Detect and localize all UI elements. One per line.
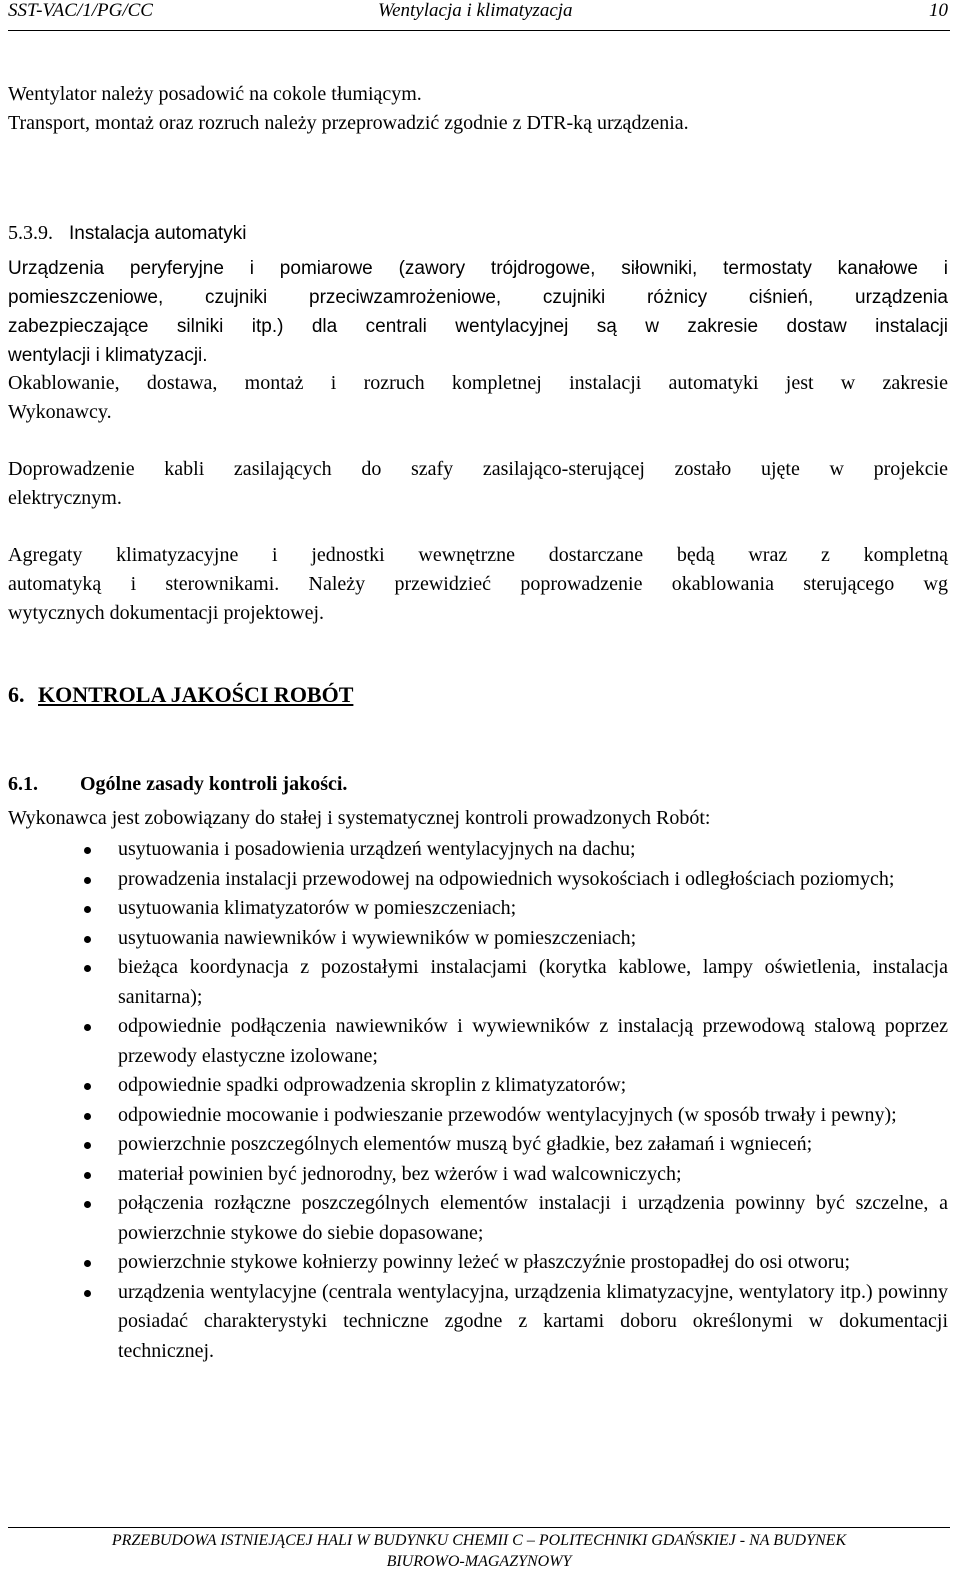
footer-line-2: BIUROWO-MAGAZYNOWY — [386, 1553, 572, 1570]
automation-p4-line1: Agregaty klimatyzacyjne i jednostki wewnętrzne dostarczane będą wraz z kompletną — [8, 544, 948, 566]
list-item: materiał powinien być jednorodny, bez wżerów i wad walcowniczych; — [8, 1160, 948, 1190]
automation-p3-line1: Doprowadzenie kabli zasilających do szafy zasilająco-sterującej zostało ujęte w projekcie — [8, 458, 948, 480]
automation-p3-line2: elektrycznym. — [8, 487, 122, 509]
list-item: prowadzenia instalacji przewodowej na odpowiednich wysokościach i odległościach poziomych; — [8, 865, 948, 895]
bullet-icon — [84, 1172, 91, 1179]
automation-p1-line4: wentylacji i klimatyzacji. — [8, 345, 208, 366]
automation-p1-line3: zabezpieczające silniki itp.) dla centrali wentylacyjnej są w zakresie dostaw instalacji — [8, 316, 948, 337]
page-footer — [8, 1527, 950, 1572]
header-section: Wentylacja i klimatyzacja — [378, 0, 573, 21]
bullet-icon — [84, 1290, 91, 1297]
automation-heading-num: 5.3.9. — [8, 222, 53, 244]
list-item: odpowiednie mocowanie i podwieszanie przewodów wentylacyjnych (w sposób trwały i pewny); — [8, 1101, 948, 1131]
automation-p1-line1: Urządzenia peryferyjne i pomiarowe (zawory trójdrogowe, siłowniki, termostaty kanałowe i — [8, 258, 948, 279]
automation-p4-line3: wytycznych dokumentacji projektowej. — [8, 602, 325, 624]
list-item: usytuowania i posadowienia urządzeń wentylacyjnych na dachu; — [8, 835, 948, 865]
header-page-number: 10 — [929, 0, 948, 21]
bullet-icon — [84, 847, 91, 854]
list-item: bieżąca koordynacja z pozostałymi instalacjami (korytka kablowe, lampy oświetlenia, instalacja sanitarna); — [8, 953, 948, 1012]
list-item: połączenia rozłączne poszczególnych elementów instalacji i urządzenia powinny być szczelne, a powierzchnie stykowe do siebie dopasowane; — [8, 1189, 948, 1248]
bullet-icon — [84, 965, 91, 972]
bullet-icon — [84, 1024, 91, 1031]
page-header — [8, 0, 950, 31]
automation-p2-line1: Okablowanie, dostawa, montaż i rozruch kompletnej instalacji automatyki jest w zakresie — [8, 372, 948, 394]
section-6-1-num: 6.1. — [8, 773, 38, 795]
bullet-icon — [84, 936, 91, 943]
bullet-icon — [84, 1201, 91, 1208]
automation-p1-line2: pomieszczeniowe, czujniki przeciwzamrożeniowe, czujniki różnicy ciśnień, urządzenia — [8, 287, 948, 308]
list-item: usytuowania nawiewników i wywiewników w pomieszczeniach; — [8, 924, 948, 954]
bullet-icon — [84, 1260, 91, 1267]
section-6-title: KONTROLA JAKOŚCI ROBÓT — [38, 682, 354, 707]
bullet-icon — [84, 1113, 91, 1120]
list-item: usytuowania klimatyzatorów w pomieszczeniach; — [8, 894, 948, 924]
bullet-icon — [84, 877, 91, 884]
section-6-1-heading — [8, 770, 948, 799]
section-6-1-title: Ogólne zasady kontroli jakości. — [80, 773, 348, 795]
automation-heading-title: Instalacja automatyki — [69, 223, 247, 244]
list-item: urządzenia wentylacyjne (centrala wentylacyjna, urządzenia klimatyzacyjne, wentylatory itp.) powinny posiadać charakterystyki techniczne zgodne z kartami doboru określonymi w dokumentacji technicznej. — [8, 1278, 948, 1367]
section-6-num: 6. — [8, 682, 25, 707]
list-item: odpowiednie spadki odprowadzenia skroplin z klimatyzatorów; — [8, 1071, 948, 1101]
bullet-icon — [84, 1083, 91, 1090]
header-doc-code: SST-VAC/1/PG/CC — [8, 0, 153, 21]
bullet-icon — [84, 1142, 91, 1149]
automation-p4-line2: automatyką i sterownikami. Należy przewidzieć poprowadzenie okablowania sterującego wg — [8, 573, 948, 595]
section-6-heading — [8, 680, 948, 709]
intro-line-2: Transport, montaż oraz rozruch należy przeprowadzić zgodnie z DTR-ką urządzenia. — [8, 112, 689, 134]
list-item: powierzchnie stykowe kołnierzy powinny leżeć w płaszczyźnie prostopadłej do osi otworu; — [8, 1248, 948, 1278]
automation-p2-line2: Wykonawcy. — [8, 401, 112, 423]
intro-line-1: Wentylator należy posadowić na cokole tłumiącym. — [8, 83, 422, 105]
footer-line-1: PRZEBUDOWA ISTNIEJĄCEJ HALI W BUDYNKU CHEMII C – POLITECHNIKI GDAŃSKIEJ - NA BUDYNEK — [111, 1532, 847, 1549]
quality-control-list — [8, 835, 948, 1366]
list-item: odpowiednie podłączenia nawiewników i wywiewników z instalacją przewodową stalową poprzez przewody elastyczne izolowane; — [8, 1012, 948, 1071]
bullet-icon — [84, 906, 91, 913]
list-item: powierzchnie poszczególnych elementów muszą być gładkie, bez załamań i wgnieceń; — [8, 1130, 948, 1160]
automation-heading — [8, 219, 948, 248]
section-6-1-intro: Wykonawca jest zobowiązany do stałej i systematycznej kontroli prowadzonych Robót: — [8, 807, 711, 829]
